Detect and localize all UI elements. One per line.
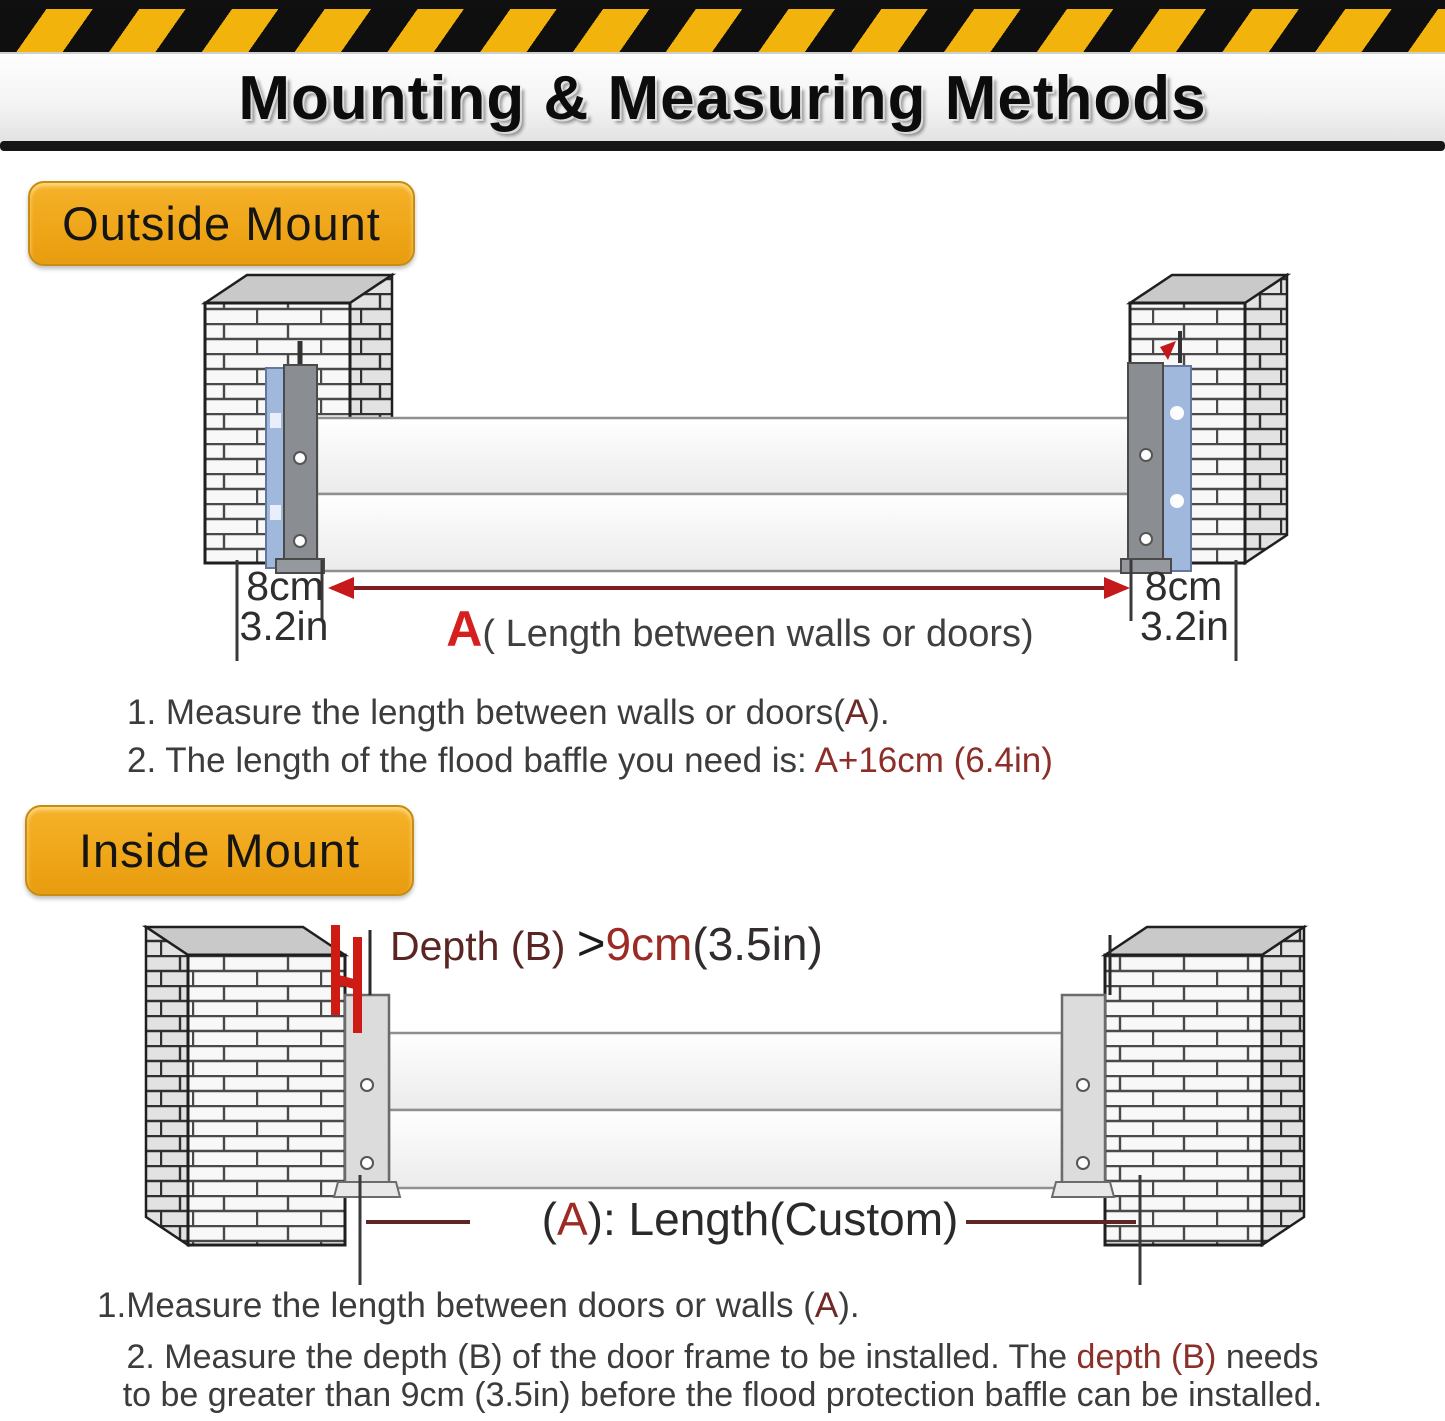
arrow-right-icon (1104, 577, 1130, 599)
inside-right-pillar (1105, 927, 1304, 1245)
outside-step-2: 2. The length of the flood baffle you need is: A+16cm (6.4in) (127, 741, 1053, 780)
length-a-letter: A (446, 601, 483, 657)
greater-than-sign: > (576, 917, 606, 971)
left-offset-cm-label: 8cm (246, 563, 324, 609)
right-offset-cm-label: 8cm (1144, 563, 1223, 609)
inside-step-2-line-2: to be greater than 9cm (3.5in) before the flood protection baffle can be installed. (122, 1376, 1323, 1414)
hazard-stripe-banner (0, 9, 1445, 52)
depth-label-text: Depth (B) (390, 923, 577, 969)
inside-step-1: 1.Measure the length between doors or walls (A). (97, 1286, 860, 1325)
depth-unit-text: (3.5in) (692, 918, 823, 970)
left-offset-in-label: 3.2in (239, 603, 329, 649)
outside-right-channel (1121, 331, 1191, 573)
custom-length-label: (A): Length(Custom) (541, 1193, 959, 1245)
outside-barrier-panels (317, 418, 1133, 571)
hazard-top-bar (0, 0, 1445, 9)
inside-left-pillar (146, 927, 345, 1245)
formula-highlight: A+16cm (6.4in) (814, 741, 1053, 780)
title-band (0, 52, 1445, 143)
outside-mount-badge: Outside Mount (28, 181, 415, 266)
inside-barrier-panels (389, 1033, 1062, 1188)
arrow-left-icon (328, 577, 354, 599)
outside-step-1: 1. Measure the length between walls or doors(A). (127, 693, 890, 732)
inside-step-2-line-1: 2. Measure the depth (B) of the door frame to be installed. The depth (B) needs (126, 1338, 1319, 1376)
custom-length-letter: A (556, 1193, 588, 1245)
length-a-text: ( Length between walls or doors) (482, 613, 1034, 655)
depth-highlight: depth (B) (1076, 1338, 1217, 1376)
outside-left-channel (266, 341, 324, 573)
inside-mount-badge: Inside Mount (25, 805, 414, 896)
length-a-label (360, 600, 1120, 658)
page-title: Mounting & Measuring Methods (238, 64, 1207, 133)
right-offset-in-label: 3.2in (1140, 603, 1229, 649)
depth-requirement-label (390, 916, 823, 972)
depth-value-text: 9cm (605, 918, 693, 970)
banner-divider-rule (0, 141, 1445, 151)
